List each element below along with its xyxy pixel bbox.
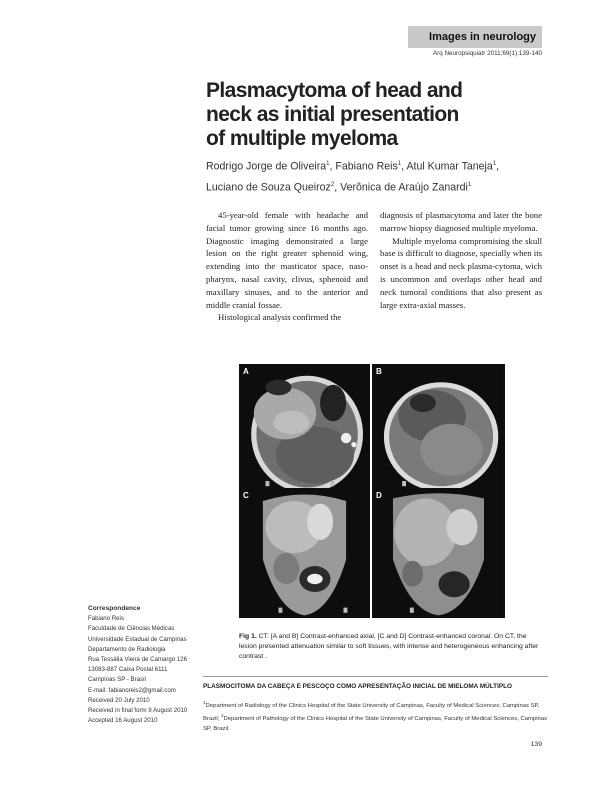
ct-panel-c [239,488,370,618]
article-title [206,79,546,151]
body-column-right [380,209,542,311]
title-line: of multiple myeloma [206,127,398,150]
panel-label: C [243,491,249,500]
ct-scan-image [239,364,370,494]
figure-caption [239,632,544,663]
author-name: Verônica de Araújo Zanardi [340,181,468,194]
author-name: Rodrigo Jorge de Oliveira [206,160,327,173]
panel-label: A [243,367,249,376]
ct-panel-a [239,364,370,494]
correspondence-heading: Correspondence [88,605,141,612]
affiliation-text: Department of Pathology of the Clinics Hospital of the State University of Campinas, Faculty of Medical Sciences, Campinas SP, Brazil. [203,716,548,732]
affiliation-mark: 2 [221,713,224,719]
correspondence-line: Campinas SP - Brasil [88,676,146,684]
affiliations [203,698,548,734]
correspondence-block [88,604,206,696]
correspondence-email: E-mail: fabianoreis2@gmail.com [88,686,176,694]
caption-text: CT: [A and B] Contrast-enhanced axial, [C and D] Contrast-enhanced coronal. On CT, the lesion presented attenuation similar to soft tissues, with intense and heterogeneous enhancing after contrast . [239,633,539,661]
correspondence-line: Departamento de Radiologia [88,645,166,653]
panel-label: D [376,491,382,500]
author-name: Luciano de Souza Queiroz [206,181,331,194]
correspondence-line: Faculdade de Ciências Médicas [88,625,175,633]
portuguese-title: PLASMOCITOMA DA CABEÇA E PESCOÇO COMO APRESENTAÇÃO INICIAL DE MIELOMA MÚLTIPLO [203,676,548,690]
ct-scan-image [372,488,505,618]
author-affiliation-mark: 2 [330,181,335,188]
correspondence-line: Rua Tessália Vieira de Camargo 126 [88,656,188,664]
ct-scan-image [239,488,370,618]
author-affiliation-mark: 1 [467,181,472,188]
body-paragraph: Multiple myeloma compromising the skull base is difficult to diagnose, specially when its onset is a head and neck plasma-cytoma, wich is uncommon and overlaps other head and neck tumoral conditions that also present as large extra-axial masses. [380,235,542,310]
ct-scan-image [372,364,505,494]
date-line: Accepted 16 August 2010 [88,717,158,724]
date-line: Received in final form 9 August 2010 [88,707,188,714]
correspondence-line: Universidade Estadual de Campinas [88,635,187,643]
ct-panel-b [372,364,505,494]
author-line: Luciano de Souza Queiroz$^2$, Verônica de Araújo Zanardi$^1$ [206,181,472,194]
affiliation-mark: 1 [203,700,206,705]
title-line: Plasmacytoma of head and [206,79,463,102]
title-line: neck as initial presentation [206,103,459,126]
author-affiliation-mark: 1 [326,161,330,167]
author-line: Rodrigo Jorge de Oliveira$^1$, Fabiano Reis$^1$, Atul Kumar Taneja$^1$, [206,160,500,173]
panel-label: B [376,367,382,376]
body-column-left [206,209,368,324]
section-tag: Images in neurology [408,26,542,48]
author-affiliation-mark: 1 [492,161,497,167]
author-name: Atul Kumar Taneja [406,160,493,173]
author-list [206,155,551,196]
page-number: 139 [530,741,542,748]
body-paragraph: diagnosis of plasmacytoma and later the bone marrow biopsy diagnosed multiple myeloma. [380,210,542,233]
correspondence-line: 13083-887 Caixa Postal 6111 [88,666,168,674]
correspondence-line: Fabiano Reis [88,615,124,623]
affiliation-text: Department of Radiology of the Clinics Hospital of the State University of Campinas, Faculty of Medical Sciences, Campinas SP, Brazil; [203,702,540,723]
article-dates [88,696,206,726]
journal-citation: Arq Neuropsiquiatr 2011;69(1):139-140 [432,50,542,57]
date-line: Received 20 July 2010 [88,697,150,704]
caption-label: Fig 1. [239,633,257,640]
body-paragraph: Histological analysis confirmed the [218,312,342,323]
author-affiliation-mark: 1 [397,161,402,167]
author-name: Fabiano Reis [335,160,398,173]
ct-panel-d [372,488,505,618]
ct-figure [239,364,542,625]
body-paragraph: 45-year-old female with headache and facial tumor growing since 16 months ago. Diagnostic imaging demonstrated a large lesion on the right greater sphenoid wing, extending into the masticator space, naso-pharynx, nasal cavity, clivus, sphenoid and maxillary sinuses, and to the anterior and middle cranial fossae. [206,210,368,310]
